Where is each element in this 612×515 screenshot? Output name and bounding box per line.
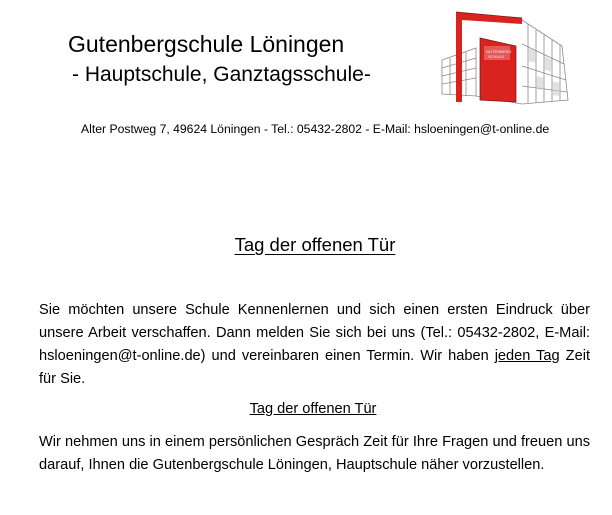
school-type: - Hauptschule, Ganztagsschule- <box>72 63 371 86</box>
school-name: Gutenbergschule Löningen <box>68 31 345 57</box>
intro-text-start: Sie möchten unsere Schule Kennenlernen und sich einen ersten Eindruck über unsere Arbeit verschaffen. Dann melden Sie sich bei uns (Tel.: 05432-2802, E-Mail: hsloeningen@t-online.de) und vereinbaren einen Termin. Wir haben <box>39 302 590 364</box>
intro-text-end: Zeit für Sie. <box>39 348 590 387</box>
svg-text:SCHULE: SCHULE <box>488 54 505 59</box>
details-paragraph: Wir nehmen uns in einem persönlichen Gespräch Zeit für Ihre Fragen und freuen uns darauf, Ihnen die Gutenbergschule Löningen, Hauptschule näher vorzustellen. <box>39 434 590 473</box>
page-title: Tag der offenen Tür <box>234 234 396 255</box>
section-subtitle: Tag der offenen Tür <box>249 401 377 417</box>
logo-sign-text: GUTENBERG <box>486 49 512 54</box>
emphasis-every-day: jeden Tag <box>494 348 560 364</box>
school-logo-image <box>436 8 576 108</box>
contact-address: Alter Postweg 7, 49624 Löningen - Tel.: 05432-2802 - E-Mail: hsloeningen@t-online.de <box>81 122 550 136</box>
intro-paragraph <box>39 299 590 391</box>
